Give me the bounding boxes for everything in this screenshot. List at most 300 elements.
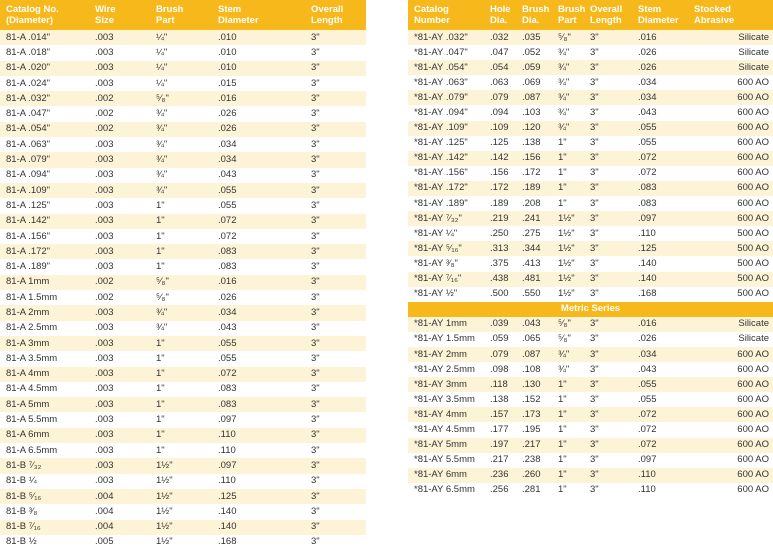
table-cell: 1" — [150, 382, 212, 397]
table-cell: 81-A .172" — [0, 244, 89, 259]
table-cell: .032 — [484, 30, 516, 45]
table-row — [0, 61, 366, 76]
table-cell: 81-A .125" — [0, 198, 89, 213]
table-cell: .043 — [516, 317, 552, 332]
table-cell: .217 — [516, 438, 552, 453]
table-cell: 3" — [305, 61, 366, 76]
table-row — [0, 183, 366, 198]
table-cell: 81-B ⁵⁄₁₆ — [0, 489, 89, 504]
table-cell: .026 — [632, 45, 688, 60]
table-cell: .172 — [484, 181, 516, 196]
table-cell: .250 — [484, 226, 516, 241]
table-cell: 1½" — [552, 241, 584, 256]
table-cell: ¾" — [552, 90, 584, 105]
table-cell: 600 AO — [688, 181, 773, 196]
table-cell: 600 AO — [688, 468, 773, 483]
table-cell: .052 — [516, 45, 552, 60]
table-cell: 3" — [305, 214, 366, 229]
table-cell: .054 — [484, 60, 516, 75]
table-row — [408, 166, 773, 181]
table-cell: .003 — [89, 30, 150, 45]
table-cell: 1½" — [150, 458, 212, 473]
table-cell: .003 — [89, 428, 150, 443]
table-cell: 1" — [552, 438, 584, 453]
table-cell: .108 — [516, 362, 552, 377]
table-row — [0, 489, 366, 504]
table-cell: 500 AO — [688, 226, 773, 241]
table-cell: .083 — [212, 244, 305, 259]
table-cell: 81-A 2.5mm — [0, 321, 89, 336]
table-cell: .083 — [212, 259, 305, 274]
table-row — [0, 275, 366, 290]
table-cell: 1" — [150, 351, 212, 366]
table-cell: ¼" — [150, 76, 212, 91]
table-cell: 3" — [584, 407, 632, 422]
table-cell: .043 — [632, 105, 688, 120]
table-cell: ¾" — [552, 347, 584, 362]
table-cell: ¾" — [150, 321, 212, 336]
table-cell: .238 — [516, 453, 552, 468]
table-cell: .005 — [89, 535, 150, 550]
table-cell: *81-AY 3.5mm — [408, 392, 484, 407]
table-row — [408, 121, 773, 136]
table-cell: .142 — [484, 151, 516, 166]
table-cell: 81-A 4mm — [0, 367, 89, 382]
table-cell: .260 — [516, 468, 552, 483]
table-cell: .083 — [632, 181, 688, 196]
table-cell: .110 — [212, 428, 305, 443]
table-cell: .003 — [89, 183, 150, 198]
table-cell: 600 AO — [688, 121, 773, 136]
table-row — [0, 535, 366, 550]
table-cell: 81-A 4.5mm — [0, 382, 89, 397]
table-cell: *81-AY .094" — [408, 105, 484, 120]
table-cell: 3" — [584, 317, 632, 332]
table-cell: 81-A .054" — [0, 122, 89, 137]
table-cell: .003 — [89, 367, 150, 382]
table-cell: 600 AO — [688, 151, 773, 166]
table-cell: .344 — [516, 241, 552, 256]
table-cell: .039 — [484, 317, 516, 332]
table-row — [0, 520, 366, 535]
table-cell: .097 — [632, 453, 688, 468]
table-cell: 1" — [150, 397, 212, 412]
table-cell: 3" — [305, 198, 366, 213]
table-cell: .002 — [89, 290, 150, 305]
table-row — [408, 60, 773, 75]
table-cell: 81-A .156" — [0, 229, 89, 244]
right-table-body — [408, 30, 773, 498]
table-cell: 3" — [584, 483, 632, 498]
table-cell: 81-A 2mm — [0, 305, 89, 320]
table-row — [408, 226, 773, 241]
table-cell: 3" — [305, 321, 366, 336]
table-cell: .002 — [89, 122, 150, 137]
table-cell: ⁵⁄₈" — [150, 290, 212, 305]
table-cell: 81-A .142" — [0, 214, 89, 229]
table-cell: 3" — [584, 226, 632, 241]
table-cell: .016 — [632, 30, 688, 45]
table-cell: .026 — [632, 60, 688, 75]
table-cell: 600 AO — [688, 438, 773, 453]
table-cell: 600 AO — [688, 211, 773, 226]
column-header: Wire Size — [89, 0, 150, 30]
table-cell: 3" — [584, 362, 632, 377]
table-row — [0, 244, 366, 259]
table-cell: 3" — [305, 367, 366, 382]
table-cell: .156 — [484, 166, 516, 181]
table-cell: .481 — [516, 272, 552, 287]
table-cell: *81-AY ⁷⁄₃₂" — [408, 211, 484, 226]
table-cell: 3" — [584, 121, 632, 136]
table-cell: *81-AY .047" — [408, 45, 484, 60]
table-cell: 81-A .109" — [0, 183, 89, 198]
table-cell: .110 — [212, 474, 305, 489]
table-cell: *81-AY .109" — [408, 121, 484, 136]
table-cell: .016 — [212, 91, 305, 106]
table-cell: 1" — [150, 443, 212, 458]
table-cell: 3" — [584, 256, 632, 271]
table-cell: 3" — [305, 290, 366, 305]
table-cell: *81-AY 2mm — [408, 347, 484, 362]
table-cell: .195 — [516, 422, 552, 437]
table-cell: 1" — [150, 229, 212, 244]
table-cell: .110 — [212, 443, 305, 458]
table-cell: *81-AY .079" — [408, 90, 484, 105]
table-cell: .157 — [484, 407, 516, 422]
table-row — [0, 397, 366, 412]
table-cell: 1" — [552, 136, 584, 151]
table-cell: 3" — [584, 377, 632, 392]
table-cell: .010 — [212, 61, 305, 76]
table-cell: 81-B ⁷⁄₃₂ — [0, 458, 89, 473]
table-row — [408, 105, 773, 120]
table-cell: .003 — [89, 198, 150, 213]
table-cell: 1" — [552, 468, 584, 483]
table-cell: 3" — [584, 30, 632, 45]
table-cell: .130 — [516, 377, 552, 392]
table-cell: 1" — [552, 483, 584, 498]
table-cell: 3" — [584, 392, 632, 407]
table-cell: *81-AY .063" — [408, 75, 484, 90]
table-cell: 600 AO — [688, 362, 773, 377]
table-cell: .047 — [484, 45, 516, 60]
table-cell: 3" — [305, 152, 366, 167]
table-cell: 1" — [552, 196, 584, 211]
table-cell: ¾" — [150, 122, 212, 137]
table-cell: 1½" — [150, 489, 212, 504]
table-cell: .140 — [632, 256, 688, 271]
table-cell: .003 — [89, 152, 150, 167]
table-cell: 1" — [150, 428, 212, 443]
table-cell: 3" — [305, 168, 366, 183]
table-cell: *81-AY 5mm — [408, 438, 484, 453]
table-cell: 81-A .079" — [0, 152, 89, 167]
table-cell: 3" — [584, 438, 632, 453]
table-cell: 1" — [552, 166, 584, 181]
table-row — [0, 152, 366, 167]
table-cell: .072 — [632, 438, 688, 453]
table-row — [408, 332, 773, 347]
table-cell: *81-AY 3mm — [408, 377, 484, 392]
table-cell: 3" — [305, 275, 366, 290]
metric-series-title: Metric Series — [408, 302, 773, 317]
table-cell: 500 AO — [688, 256, 773, 271]
table-row — [0, 428, 366, 443]
table-cell: .110 — [632, 468, 688, 483]
table-cell: 3" — [305, 397, 366, 412]
table-cell: .059 — [516, 60, 552, 75]
table-cell: 600 AO — [688, 196, 773, 211]
table-cell: ¾" — [552, 121, 584, 136]
table-row — [408, 196, 773, 211]
table-cell: 1" — [552, 392, 584, 407]
table-row — [0, 336, 366, 351]
table-cell: Silicate — [688, 317, 773, 332]
table-cell: .003 — [89, 458, 150, 473]
table-cell: .197 — [484, 438, 516, 453]
column-header: Overall Length — [584, 0, 632, 30]
table-cell: ¾" — [150, 106, 212, 121]
table-cell: 3" — [584, 241, 632, 256]
table-cell: .043 — [632, 362, 688, 377]
table-cell: 81-A .024" — [0, 76, 89, 91]
table-cell: ¼" — [150, 61, 212, 76]
table-cell: .055 — [632, 136, 688, 151]
table-cell: .241 — [516, 211, 552, 226]
table-cell: .500 — [484, 287, 516, 302]
table-cell: .173 — [516, 407, 552, 422]
table-cell: .003 — [89, 321, 150, 336]
table-cell: 3" — [584, 45, 632, 60]
table-cell: .072 — [632, 151, 688, 166]
table-row — [408, 407, 773, 422]
table-cell: .079 — [484, 90, 516, 105]
table-cell: *81-AY 5.5mm — [408, 453, 484, 468]
table-cell: ⁵⁄₈" — [552, 30, 584, 45]
table-cell: 81-A 6.5mm — [0, 443, 89, 458]
metric-series-header-row — [408, 302, 773, 317]
table-cell: 3" — [305, 305, 366, 320]
table-row — [408, 468, 773, 483]
table-cell: 1" — [150, 336, 212, 351]
table-cell: 1½" — [150, 504, 212, 519]
table-row — [408, 453, 773, 468]
table-cell: .003 — [89, 229, 150, 244]
table-cell: .550 — [516, 287, 552, 302]
table-cell: .097 — [212, 458, 305, 473]
table-row — [408, 75, 773, 90]
table-cell: 81-A .032" — [0, 91, 89, 106]
table-cell: .217 — [484, 453, 516, 468]
table-row — [0, 30, 366, 45]
table-row — [408, 45, 773, 60]
table-cell: *81-AY .054" — [408, 60, 484, 75]
table-row — [0, 45, 366, 60]
table-cell: ⁵⁄₈" — [552, 332, 584, 347]
table-cell: .079 — [484, 347, 516, 362]
table-cell: .004 — [89, 489, 150, 504]
table-cell: 600 AO — [688, 347, 773, 362]
table-cell: 81-A .018" — [0, 45, 89, 60]
table-cell: 500 AO — [688, 272, 773, 287]
table-cell: 81-A .094" — [0, 168, 89, 183]
table-cell: .034 — [212, 137, 305, 152]
table-cell: .072 — [632, 422, 688, 437]
table-cell: 1" — [150, 367, 212, 382]
table-cell: 3" — [305, 458, 366, 473]
table-cell: .026 — [212, 290, 305, 305]
table-cell: .098 — [484, 362, 516, 377]
table-cell: 1" — [150, 412, 212, 427]
table-cell: 1½" — [552, 211, 584, 226]
table-row — [0, 367, 366, 382]
table-cell: ¾" — [552, 60, 584, 75]
table-cell: 600 AO — [688, 105, 773, 120]
table-cell: .026 — [212, 122, 305, 137]
table-cell: .281 — [516, 483, 552, 498]
table-cell: .043 — [212, 168, 305, 183]
table-cell: 600 AO — [688, 407, 773, 422]
table-cell: *81-AY ³⁄₈" — [408, 256, 484, 271]
table-cell: 81-A 3.5mm — [0, 351, 89, 366]
table-cell: ¾" — [150, 305, 212, 320]
table-cell: .375 — [484, 256, 516, 271]
table-cell: .103 — [516, 105, 552, 120]
table-row — [0, 305, 366, 320]
column-header: Brush Part — [552, 0, 584, 30]
table-cell: 3" — [305, 76, 366, 91]
table-cell: .055 — [632, 377, 688, 392]
table-cell: *81-AY 6.5mm — [408, 483, 484, 498]
column-header: Brush Dia. — [516, 0, 552, 30]
column-header: Stem Diameter — [212, 0, 305, 30]
table-cell: .055 — [212, 351, 305, 366]
table-cell: 600 AO — [688, 166, 773, 181]
table-cell: 3" — [305, 382, 366, 397]
table-cell: 500 AO — [688, 241, 773, 256]
table-cell: .015 — [212, 76, 305, 91]
table-cell: 3" — [305, 137, 366, 152]
table-cell: 3" — [584, 196, 632, 211]
table-row — [0, 412, 366, 427]
table-row — [408, 483, 773, 498]
table-cell: .087 — [516, 90, 552, 105]
table-cell: .003 — [89, 351, 150, 366]
table-cell: .002 — [89, 91, 150, 106]
table-cell: 3" — [305, 535, 366, 550]
table-cell: .189 — [484, 196, 516, 211]
table-cell: .313 — [484, 241, 516, 256]
table-cell: .034 — [632, 347, 688, 362]
table-cell: .072 — [212, 229, 305, 244]
table-cell: .120 — [516, 121, 552, 136]
table-cell: 3" — [584, 453, 632, 468]
table-row — [0, 229, 366, 244]
table-row — [0, 214, 366, 229]
table-cell: 1½" — [150, 535, 212, 550]
table-cell: .125 — [212, 489, 305, 504]
table-cell: .002 — [89, 275, 150, 290]
table-cell: .010 — [212, 45, 305, 60]
table-row — [0, 106, 366, 121]
table-cell: 600 AO — [688, 483, 773, 498]
table-row — [0, 351, 366, 366]
table-cell: 3" — [305, 504, 366, 519]
table-cell: .003 — [89, 168, 150, 183]
table-row — [0, 474, 366, 489]
table-cell: 1½" — [552, 226, 584, 241]
table-cell: *81-AY 2.5mm — [408, 362, 484, 377]
table-cell: 3" — [584, 136, 632, 151]
table-cell: 1" — [552, 181, 584, 196]
table-cell: 81-A .063" — [0, 137, 89, 152]
table-cell: .034 — [212, 305, 305, 320]
table-cell: ¾" — [150, 183, 212, 198]
table-cell: 3" — [305, 351, 366, 366]
table-row — [408, 422, 773, 437]
table-cell: .003 — [89, 259, 150, 274]
table-cell: 3" — [305, 336, 366, 351]
table-cell: 3" — [584, 151, 632, 166]
table-cell: 600 AO — [688, 422, 773, 437]
table-cell: .026 — [212, 106, 305, 121]
column-header: Hole Dia. — [484, 0, 516, 30]
table-cell: 81-A 5mm — [0, 397, 89, 412]
table-cell: .083 — [632, 196, 688, 211]
table-cell: 3" — [584, 181, 632, 196]
table-cell: Silicate — [688, 30, 773, 45]
table-cell: 3" — [584, 105, 632, 120]
table-cell: .168 — [632, 287, 688, 302]
column-header: Stem Diameter — [632, 0, 688, 30]
right-table-header — [408, 0, 773, 30]
table-cell: .003 — [89, 137, 150, 152]
table-cell: 3" — [305, 428, 366, 443]
table-cell: 1" — [552, 377, 584, 392]
table-cell: .003 — [89, 45, 150, 60]
table-cell: .125 — [632, 241, 688, 256]
table-cell: *81-AY .172" — [408, 181, 484, 196]
table-cell: .172 — [516, 166, 552, 181]
table-cell: .003 — [89, 412, 150, 427]
table-row — [408, 256, 773, 271]
table-cell: .072 — [632, 166, 688, 181]
table-cell: 3" — [305, 183, 366, 198]
table-cell: .083 — [212, 382, 305, 397]
table-cell: *81-AY ⁵⁄₁₆" — [408, 241, 484, 256]
right-spec-table — [408, 0, 773, 498]
table-cell: 3" — [305, 412, 366, 427]
table-cell: 1" — [552, 151, 584, 166]
table-cell: .097 — [212, 412, 305, 427]
table-cell: *81-AY 1mm — [408, 317, 484, 332]
table-row — [408, 30, 773, 45]
table-cell: 1" — [552, 453, 584, 468]
table-cell: .177 — [484, 422, 516, 437]
table-cell: 1" — [150, 198, 212, 213]
table-cell: .055 — [632, 392, 688, 407]
table-cell: .055 — [212, 183, 305, 198]
table-row — [0, 168, 366, 183]
table-cell: 81-B ³⁄₈ — [0, 504, 89, 519]
table-cell: 3" — [584, 332, 632, 347]
table-cell: .043 — [212, 321, 305, 336]
column-header: Stocked Abrasive — [688, 0, 773, 30]
table-cell: 3" — [584, 90, 632, 105]
table-cell: .034 — [632, 90, 688, 105]
table-cell: 81-A .014" — [0, 30, 89, 45]
